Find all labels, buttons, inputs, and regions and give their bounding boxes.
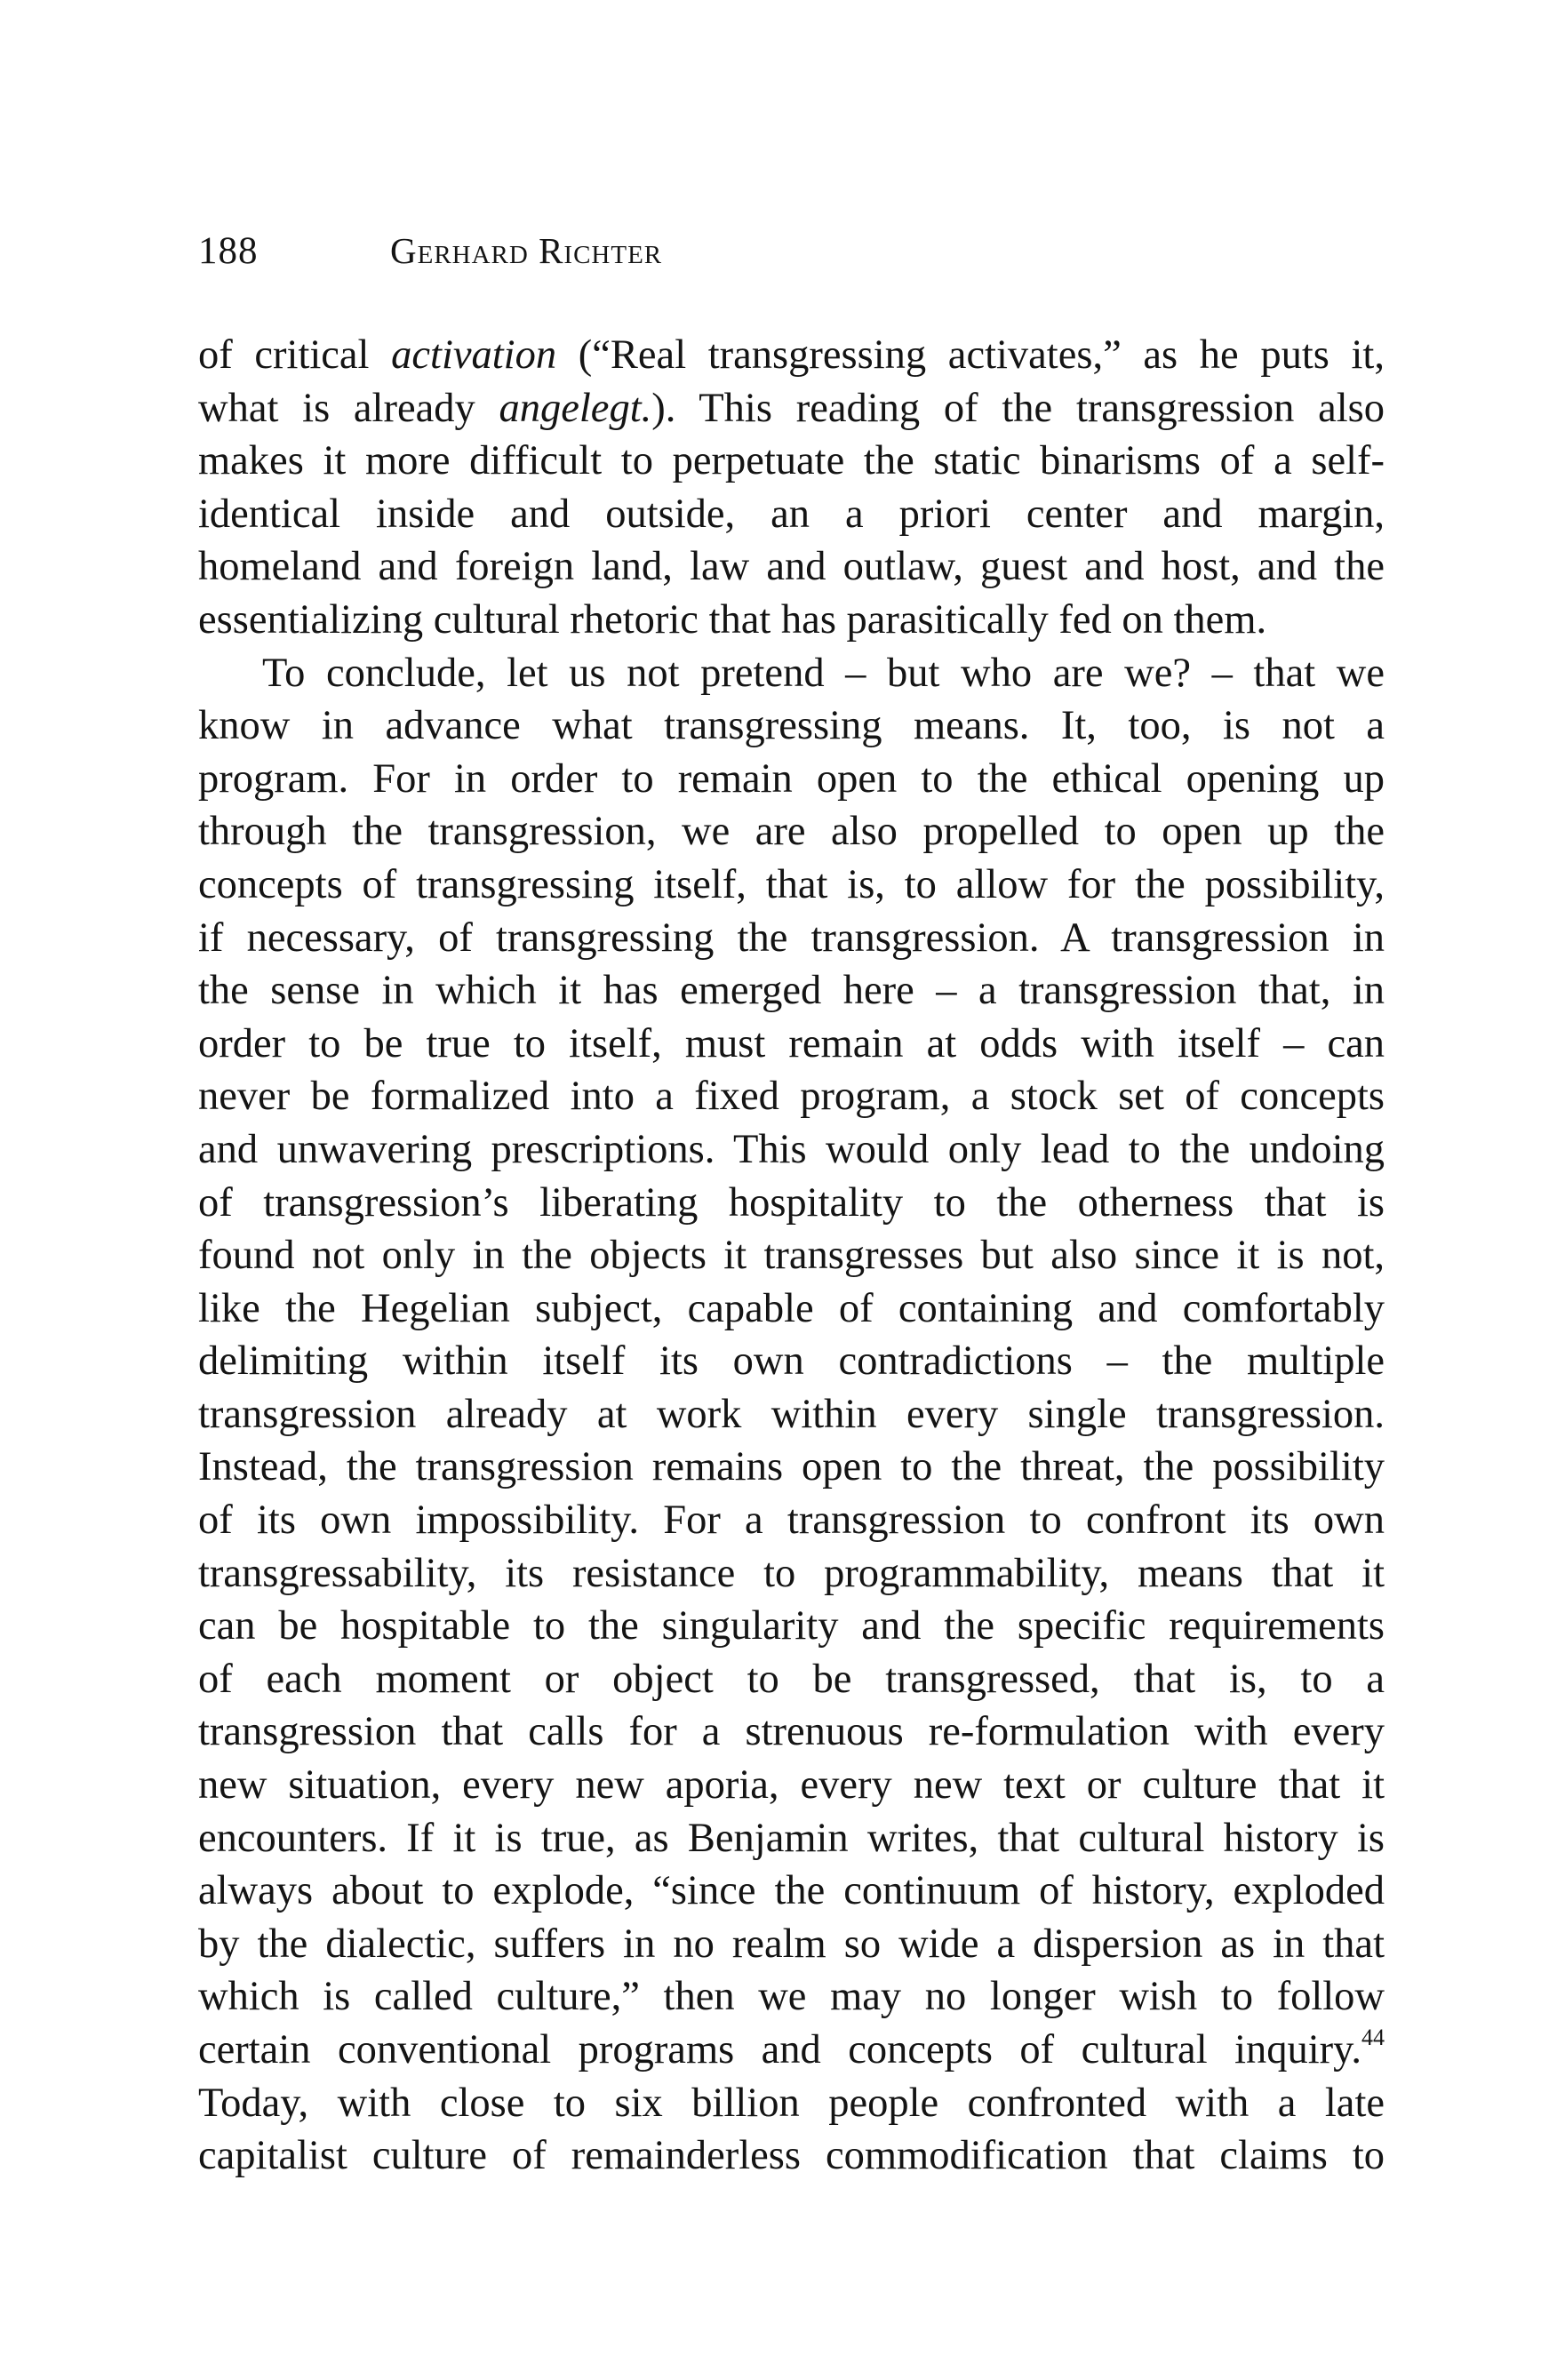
text-line: can be hospitable to the singularity and the specific requirements xyxy=(198,1603,1385,1649)
text-line: capitalist culture of remainderless commodification that claims to xyxy=(198,2133,1385,2179)
text-line: which is called culture,” then we may no longer wish to follow xyxy=(198,1974,1385,2020)
text-line: of each moment or object to be transgressed, that is, to a xyxy=(198,1656,1385,1702)
running-head: Gerhard Richter xyxy=(390,230,663,271)
text-line: encounters. If it is true, as Benjamin writes, that cultural history is xyxy=(198,1815,1385,1861)
text-line: concepts of transgressing itself, that is, to allow for the possibility, xyxy=(198,861,1385,907)
body-text xyxy=(198,329,1385,2183)
text-line: never be formalized into a fixed program, a stock set of concepts xyxy=(198,1074,1385,1120)
text-line: the sense in which it has emerged here – a transgression that, in xyxy=(198,968,1385,1014)
page-header xyxy=(198,229,1385,283)
text-line: transgression already at work within every single transgression. xyxy=(198,1391,1385,1437)
text-line: like the Hegelian subject, capable of containing and comfortably xyxy=(198,1285,1385,1331)
text-line: by the dialectic, suffers in no realm so wide a dispersion as in that xyxy=(198,1921,1385,1967)
text-segment: what is already xyxy=(198,385,499,431)
text-line: know in advance what transgressing means. It, too, is not a xyxy=(198,703,1385,749)
text-segment: (“Real transgressing activates,” as he puts it, xyxy=(556,332,1385,378)
text-segment: ). This reading of the transgression also xyxy=(651,385,1385,431)
text-line: new situation, every new aporia, every new text or culture that it xyxy=(198,1762,1385,1809)
text-line: homeland and foreign land, law and outlaw, guest and host, and the xyxy=(198,544,1385,590)
text-line: program. For in order to remain open to the ethical opening up xyxy=(198,755,1385,802)
text-line: found not only in the objects it transgresses but also since it is not, xyxy=(198,1233,1385,1279)
text-line: and unwavering prescriptions. This would only lead to the undoing xyxy=(198,1126,1385,1172)
text-line xyxy=(198,382,1385,435)
page-number: 188 xyxy=(198,230,259,272)
text-line: of its own impossibility. For a transgression to confront its own xyxy=(198,1497,1385,1544)
text-line xyxy=(198,2024,1385,2077)
text-line: order to be true to itself, must remain at odds with itself – can xyxy=(198,1020,1385,1066)
footnote-reference: 44 xyxy=(1361,2024,1385,2050)
text-line: transgressability, its resistance to programmability, means that it xyxy=(198,1550,1385,1596)
text-line: transgression that calls for a strenuous re-formulation with every xyxy=(198,1709,1385,1755)
italic-term: activation xyxy=(391,332,557,378)
text-line: essentializing cultural rhetoric that has parasitically fed on them. xyxy=(198,596,1267,643)
text-line: makes it more difficult to perpetuate the static binarisms of a self- xyxy=(198,438,1385,484)
text-line: delimiting within itself its own contradictions – the multiple xyxy=(198,1338,1385,1385)
text-line xyxy=(198,329,1385,382)
text-line: Instead, the transgression remains open to the threat, the possibility xyxy=(198,1444,1385,1490)
text-line: To conclude, let us not pretend – but who are we? – that we xyxy=(262,650,1385,696)
italic-term: angelegt. xyxy=(499,385,652,431)
text-segment: of critical xyxy=(198,332,392,378)
text-line: of transgression’s liberating hospitality to the otherness that is xyxy=(198,1179,1385,1226)
text-line: through the transgression, we are also propelled to open up the xyxy=(198,809,1385,855)
text-line: Today, with close to six billion people confronted with a late xyxy=(198,2080,1385,2126)
text-segment: certain conventional programs and concepts of cultural inquiry. xyxy=(198,2027,1361,2073)
text-line: if necessary, of transgressing the transgression. A transgression in xyxy=(198,914,1385,961)
text-line: always about to explode, “since the continuum of history, exploded xyxy=(198,1868,1385,1914)
text-line: identical inside and outside, an a priori center and margin, xyxy=(198,491,1385,537)
